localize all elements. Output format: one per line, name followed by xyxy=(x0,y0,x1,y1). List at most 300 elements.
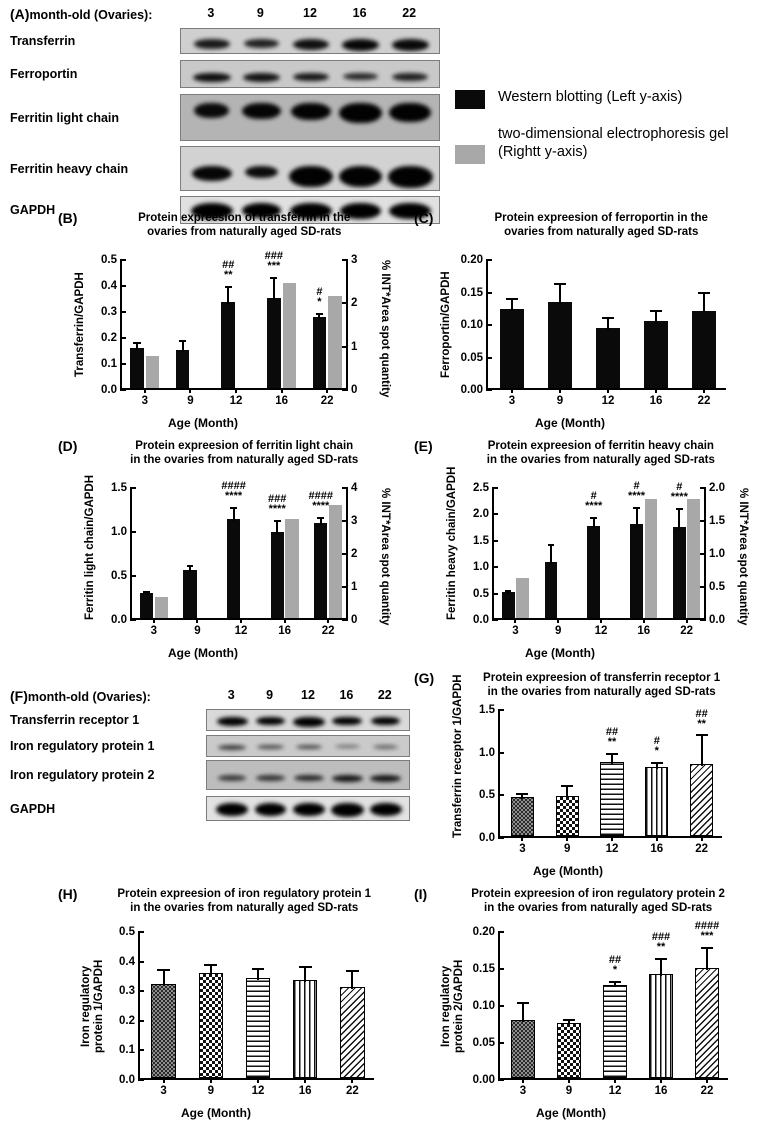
blot-band xyxy=(293,73,330,81)
significance-line: ** xyxy=(656,940,666,953)
panel-d-tag: (D) xyxy=(58,438,78,454)
y-tick-mark-left xyxy=(138,1020,144,1022)
significance-marker xyxy=(628,481,645,501)
blot-band xyxy=(389,103,431,123)
x-tick-mark xyxy=(163,1078,165,1083)
y-tick-mark-left xyxy=(120,363,126,365)
x-tick-mark xyxy=(257,1078,259,1083)
error-bar-cap xyxy=(548,544,555,546)
y-tick-mark-right xyxy=(342,619,348,621)
error-bar xyxy=(559,283,561,304)
significance-marker xyxy=(222,260,234,280)
legend-swatch-black xyxy=(455,90,485,109)
x-tick-label: 12 xyxy=(605,843,619,855)
legend-label-gel-line1: two-dimensional electrophoresis gel xyxy=(498,126,729,142)
blot-lane-number: 16 xyxy=(352,6,367,20)
x-tick-label: 16 xyxy=(275,395,288,407)
significance-line: # xyxy=(316,285,323,298)
panel-d xyxy=(58,440,406,672)
significance-marker xyxy=(585,491,602,511)
error-bar-cap xyxy=(157,969,170,971)
error-bar-cap xyxy=(505,590,512,592)
y-tick-mark-right xyxy=(700,487,706,489)
panel-h-tag: (H) xyxy=(58,886,78,902)
error-bar-cap xyxy=(696,734,708,736)
x-tick-label: 22 xyxy=(320,395,334,407)
x-tick-label: 16 xyxy=(278,625,291,637)
blot-band xyxy=(193,73,231,83)
significance-line: ## xyxy=(222,259,235,271)
x-tick-mark xyxy=(196,618,198,623)
y-tick-label-left: 0.00 xyxy=(460,384,483,396)
gel-bar-16 xyxy=(645,499,658,618)
y-tick-mark-right xyxy=(700,553,706,555)
y-axis-title-left: Ferroportin/GAPDH xyxy=(440,271,452,379)
x-tick-label: 12 xyxy=(229,395,243,407)
error-bar-cap xyxy=(701,947,713,949)
x-axis-title: Age (Month) xyxy=(536,1106,606,1120)
y-tick-mark-left xyxy=(492,513,498,515)
y-tick-mark-left xyxy=(120,285,126,287)
y-tick-label-left: 2.0 xyxy=(473,508,489,521)
y-axis-title-left: Transferrin receptor 1/GAPDH xyxy=(452,674,464,838)
blot-band xyxy=(293,717,324,728)
x-tick-mark xyxy=(566,836,568,841)
blot-row xyxy=(10,60,440,88)
x-tick-label: 12 xyxy=(234,625,248,637)
significance-line: * xyxy=(612,963,618,976)
bar-16 xyxy=(293,980,318,1078)
gel-bar-3 xyxy=(516,578,529,618)
x-tick-label: 22 xyxy=(345,1085,359,1097)
y-axis-title-line2: protein 2/GAPDH xyxy=(453,959,465,1053)
x-tick-mark xyxy=(607,388,609,393)
bar-9 xyxy=(548,302,573,388)
y-tick-mark-left xyxy=(498,968,504,970)
error-bar-cap xyxy=(554,283,567,285)
bar-3 xyxy=(151,984,176,1078)
y-tick-label-right: 2 xyxy=(351,548,358,560)
y-tick-label-left: 0.15 xyxy=(472,963,495,975)
blot-strip xyxy=(206,735,410,757)
y-tick-mark-left xyxy=(498,1005,504,1007)
y-axis-title-left: Ferritin heavy chain/GAPDH xyxy=(446,466,458,620)
y-tick-label-left: 0.0 xyxy=(111,614,127,626)
blot-row-label: Iron regulatory protein 1 xyxy=(10,739,155,753)
error-bar-cap xyxy=(563,1019,575,1021)
blot-lane-number: 9 xyxy=(266,688,274,702)
error-bar-cap xyxy=(698,292,711,294)
y-tick-mark-left xyxy=(492,593,498,595)
panel-a-rows xyxy=(10,28,440,224)
y-tick-label-left: 1.0 xyxy=(479,746,495,759)
error-bar-cap xyxy=(316,313,323,315)
blot-band xyxy=(218,775,246,780)
blot-band xyxy=(194,39,230,48)
gel-bar-16 xyxy=(283,283,297,388)
bar-16 xyxy=(630,524,643,619)
panel-b-tag: (B) xyxy=(58,210,78,226)
x-axis-title: Age (Month) xyxy=(525,646,595,660)
x-tick-mark xyxy=(701,836,703,841)
bar-9 xyxy=(545,562,558,618)
legend-item-gel xyxy=(455,125,755,164)
blot-band xyxy=(256,775,284,780)
blot-band xyxy=(293,39,330,49)
error-bar xyxy=(227,286,229,304)
panel-title-line1: Protein expreesion of transferrin receptor 1 xyxy=(483,672,721,684)
panel-title-line2: in the ovaries from naturally aged SD-rats xyxy=(486,453,715,466)
blot-row xyxy=(10,735,410,757)
blot-row xyxy=(10,796,410,821)
blot-lane-number: 9 xyxy=(256,6,264,20)
error-bar-cap xyxy=(299,966,312,968)
blot-strip xyxy=(180,60,440,88)
error-bar xyxy=(678,508,680,529)
legend-swatch-gray xyxy=(455,145,485,164)
significance-line: * xyxy=(317,295,322,308)
x-tick-mark xyxy=(304,1078,306,1083)
error-bar-cap xyxy=(133,342,140,344)
y-axis-title-line2: protein 1/GAPDH xyxy=(93,959,105,1053)
legend-label-gel xyxy=(498,125,729,161)
blot-band xyxy=(339,166,383,187)
significance-line: #### xyxy=(308,490,334,503)
significance-line: *** xyxy=(700,929,714,942)
blot-band xyxy=(339,103,382,124)
y-tick-label-left: 0.10 xyxy=(472,1000,495,1012)
gel-bar-22 xyxy=(329,505,342,618)
y-tick-label-left: 0.5 xyxy=(119,926,135,938)
error-bar-cap xyxy=(606,753,618,755)
blot-band xyxy=(255,803,286,816)
error-bar xyxy=(511,298,513,312)
significance-line: ### xyxy=(651,930,671,943)
x-tick-label: 9 xyxy=(556,395,564,407)
y-tick-mark-left xyxy=(120,337,126,339)
error-bar xyxy=(706,947,708,970)
blot-strip xyxy=(180,28,440,54)
x-tick-mark xyxy=(351,1078,353,1083)
y-tick-mark-left xyxy=(120,311,126,313)
significance-line: **** xyxy=(225,489,243,502)
blot-band xyxy=(291,103,332,121)
y-tick-label-left: 2.5 xyxy=(473,482,489,494)
y-tick-label-right: 2 xyxy=(351,297,358,310)
y-tick-mark-right xyxy=(342,259,348,261)
blot-lane-number: 3 xyxy=(207,6,215,20)
bar-22 xyxy=(690,764,713,836)
blot-row-label: Ferritin heavy chain xyxy=(10,161,129,176)
blot-band xyxy=(243,73,280,82)
significance-marker xyxy=(609,955,621,975)
x-tick-label: 22 xyxy=(695,843,708,855)
y-tick-mark-left xyxy=(138,961,144,963)
blot-row xyxy=(10,28,440,54)
y-tick-label-left: 0.5 xyxy=(111,570,127,582)
panel-title-line2: in the ovaries from naturally aged SD-rats xyxy=(487,685,716,698)
significance-line: ### xyxy=(264,250,284,263)
x-tick-label: 12 xyxy=(251,1085,265,1097)
y-tick-label-left: 0.0 xyxy=(101,384,117,396)
x-tick-mark xyxy=(514,618,516,623)
error-bar-cap xyxy=(506,298,519,300)
x-tick-label: 22 xyxy=(321,625,335,637)
panel-title-line1: Protein expreesion of iron regulatory protein 1 xyxy=(117,888,372,900)
significance-marker xyxy=(316,287,322,307)
panel-title-line1: Protein expreesion of transferrin in the xyxy=(138,212,351,224)
y-tick-mark-left xyxy=(498,1079,504,1081)
y-tick-label-left: 1.0 xyxy=(473,561,489,574)
x-tick-mark xyxy=(703,388,705,393)
x-tick-mark xyxy=(326,388,328,393)
error-bar-cap xyxy=(143,591,150,593)
panel-a-blot xyxy=(10,6,440,224)
x-tick-label: 12 xyxy=(601,395,615,407)
panel-title-line2: ovaries from naturally aged SD-rats xyxy=(147,225,342,238)
blot-band xyxy=(370,775,401,782)
panel-e-body xyxy=(414,440,764,672)
panel-c-body xyxy=(414,212,764,437)
x-tick-mark xyxy=(656,836,658,841)
x-tick-label: 22 xyxy=(700,1085,714,1097)
blot-lane-number: 3 xyxy=(227,688,235,702)
y-axis-title-left xyxy=(80,932,106,1080)
x-tick-mark xyxy=(284,618,286,623)
panel-title-line1: Protein expreesion of ferritin heavy chain xyxy=(487,440,714,452)
x-tick-mark xyxy=(706,1078,708,1083)
bar-3 xyxy=(511,1020,535,1078)
plot-area xyxy=(111,479,358,637)
bar-16 xyxy=(649,974,673,1078)
blot-lane-number: 12 xyxy=(301,688,315,702)
blot-band xyxy=(373,745,398,749)
panel-h-body xyxy=(58,888,406,1138)
blot-band xyxy=(370,803,402,816)
blot-band xyxy=(257,745,284,749)
bar-9 xyxy=(557,1023,581,1079)
blot-band xyxy=(331,803,363,817)
y-tick-label-right: 1 xyxy=(351,340,358,353)
y-tick-mark-left xyxy=(486,357,492,359)
significance-line: # xyxy=(653,734,660,747)
significance-line: ** xyxy=(697,717,706,730)
panel-title-line2: in the ovaries from naturally aged SD-rats xyxy=(484,901,713,914)
y-tick-label-left: 1.5 xyxy=(473,534,489,547)
blot-band xyxy=(293,803,325,816)
significance-marker xyxy=(695,709,707,729)
blot-row-label: GAPDH xyxy=(10,203,56,217)
x-tick-mark xyxy=(144,388,146,393)
x-tick-label: 9 xyxy=(554,625,562,637)
x-tick-mark xyxy=(643,618,645,623)
blot-band xyxy=(392,73,428,81)
x-tick-mark xyxy=(611,836,613,841)
significance-marker xyxy=(221,481,245,501)
bar-12 xyxy=(603,985,627,1078)
error-bar-cap xyxy=(270,277,277,279)
y-tick-label-left: 0.1 xyxy=(119,1044,135,1057)
x-tick-label: 3 xyxy=(141,395,148,407)
bar-9 xyxy=(183,570,196,618)
bar-3 xyxy=(130,348,144,388)
bar-22 xyxy=(314,523,327,618)
significance-line: * xyxy=(654,744,659,757)
error-bar xyxy=(701,734,703,765)
gel-bar-22 xyxy=(328,296,342,388)
x-axis-title: Age (Month) xyxy=(181,1106,251,1120)
y-tick-mark-left xyxy=(492,619,498,621)
y-tick-label-left: 0.3 xyxy=(119,985,135,998)
panel-a-tag: (A) xyxy=(10,6,30,22)
gel-bar-16 xyxy=(285,519,298,618)
x-tick-label: 16 xyxy=(637,625,651,637)
x-tick-label: 3 xyxy=(160,1085,167,1097)
blot-lane-number: 22 xyxy=(402,6,417,20)
y-tick-label-left: 0.05 xyxy=(472,1037,495,1049)
y-tick-mark-left xyxy=(498,931,504,933)
y-tick-label-left: 0.5 xyxy=(473,587,489,600)
y-tick-mark-right xyxy=(342,520,348,522)
legend-label-gel-line2: (Rightt y-axis) xyxy=(498,144,588,160)
y-tick-mark-left xyxy=(138,931,144,933)
significance-line: #### xyxy=(221,479,246,492)
blot-row-label: Ferroportin xyxy=(10,67,78,81)
error-bar xyxy=(276,520,278,534)
y-tick-mark-left xyxy=(486,324,492,326)
error-bar-cap xyxy=(676,508,683,510)
blot-band xyxy=(216,803,248,816)
y-axis-title-line1: Iron regulatory xyxy=(80,965,92,1047)
y-axis-title-left xyxy=(440,932,466,1080)
blot-strip xyxy=(206,709,410,731)
error-bar xyxy=(163,969,165,986)
plot-area xyxy=(101,250,358,407)
x-tick-label: 16 xyxy=(298,1085,312,1097)
bar-16 xyxy=(267,298,281,388)
bar-22 xyxy=(313,317,327,388)
y-tick-label-left: 1.0 xyxy=(111,526,127,538)
panel-a-header xyxy=(10,6,440,22)
gel-bar-3 xyxy=(146,356,160,388)
significance-line: ## xyxy=(605,726,619,739)
bar-12 xyxy=(221,302,235,388)
legend-item-western xyxy=(455,88,755,109)
x-tick-mark xyxy=(614,1078,616,1083)
bar-3 xyxy=(511,797,534,836)
error-bar xyxy=(233,507,235,521)
y-tick-mark-left xyxy=(138,1049,144,1051)
blot-row xyxy=(10,94,440,141)
significance-line: **** xyxy=(627,490,646,503)
error-bar-cap xyxy=(602,317,615,319)
y-tick-label-right: 0.5 xyxy=(709,581,725,593)
y-tick-mark-left xyxy=(130,575,136,577)
y-tick-label-right: 3 xyxy=(351,254,358,266)
y-tick-mark-left xyxy=(120,259,126,261)
panel-e-tag: (E) xyxy=(414,438,433,454)
error-bar-cap xyxy=(225,286,232,288)
x-tick-label: 16 xyxy=(649,395,663,407)
panel-i xyxy=(414,888,764,1138)
x-tick-mark xyxy=(189,388,191,393)
significance-marker xyxy=(671,482,688,502)
panel-title-line2: in the ovaries from naturally aged SD-rats xyxy=(130,901,359,914)
figure-legend xyxy=(455,88,755,180)
blot-band xyxy=(343,73,379,80)
significance-line: ### xyxy=(268,493,287,506)
significance-line: *** xyxy=(267,260,281,273)
x-tick-label: 3 xyxy=(150,625,157,637)
y-tick-mark-right xyxy=(342,586,348,588)
error-bar-cap xyxy=(561,785,573,787)
x-tick-label: 22 xyxy=(680,625,693,637)
x-tick-label: 3 xyxy=(512,625,519,637)
y-tick-mark-left xyxy=(498,794,504,796)
y-tick-label-right: 0.0 xyxy=(709,614,725,626)
y-tick-mark-left xyxy=(498,752,504,754)
panel-title-line2: ovaries from naturally aged SD-rats xyxy=(504,225,699,238)
error-bar-cap xyxy=(187,565,194,567)
significance-line: # xyxy=(633,480,640,493)
bar-12 xyxy=(227,519,240,618)
y-axis-title-line1: Iron regulatory xyxy=(440,965,452,1047)
y-tick-label-right: 3 xyxy=(351,515,358,527)
significance-marker xyxy=(268,494,286,514)
y-tick-mark-left xyxy=(486,389,492,391)
y-tick-mark-right xyxy=(342,553,348,555)
x-tick-mark xyxy=(327,618,329,623)
plot-area xyxy=(479,704,722,855)
x-tick-label: 12 xyxy=(608,1085,622,1097)
x-tick-label: 3 xyxy=(519,1085,527,1097)
plot-area xyxy=(460,254,726,407)
y-tick-mark-left xyxy=(498,1042,504,1044)
x-tick-label: 22 xyxy=(697,395,711,407)
y-tick-label-right: 1.0 xyxy=(709,548,725,560)
significance-marker xyxy=(652,932,670,952)
y-tick-mark-left xyxy=(138,1079,144,1081)
x-tick-label: 3 xyxy=(519,843,526,855)
y-tick-mark-right xyxy=(342,389,348,391)
x-tick-label: 16 xyxy=(654,1085,668,1097)
x-tick-mark xyxy=(235,388,237,393)
bar-9 xyxy=(176,350,190,388)
significance-line: ** xyxy=(223,269,233,281)
x-tick-mark xyxy=(522,1078,524,1083)
panel-c-tag: (C) xyxy=(414,210,434,226)
y-tick-mark-left xyxy=(486,259,492,261)
significance-marker xyxy=(265,251,283,271)
plot-area xyxy=(473,480,725,637)
blot-band xyxy=(289,166,334,188)
y-tick-mark-right xyxy=(700,619,706,621)
x-tick-mark xyxy=(660,1078,662,1083)
y-tick-label-left: 0.20 xyxy=(460,254,483,266)
panel-b xyxy=(58,212,406,437)
bar-3 xyxy=(500,309,525,388)
y-axis-title-left: Transferrin/GAPDH xyxy=(74,272,86,378)
significance-marker xyxy=(654,736,660,756)
x-tick-label: 9 xyxy=(187,395,194,407)
blot-strip xyxy=(206,796,410,821)
blot-lane-number: 12 xyxy=(303,6,317,20)
y-axis-title-left: Ferritin light chain/GAPDH xyxy=(84,474,96,620)
legend-label-western: Western blotting (Left y-axis) xyxy=(498,89,683,105)
blot-band xyxy=(194,103,229,119)
significance-marker xyxy=(695,921,719,941)
blot-strip xyxy=(180,94,440,141)
